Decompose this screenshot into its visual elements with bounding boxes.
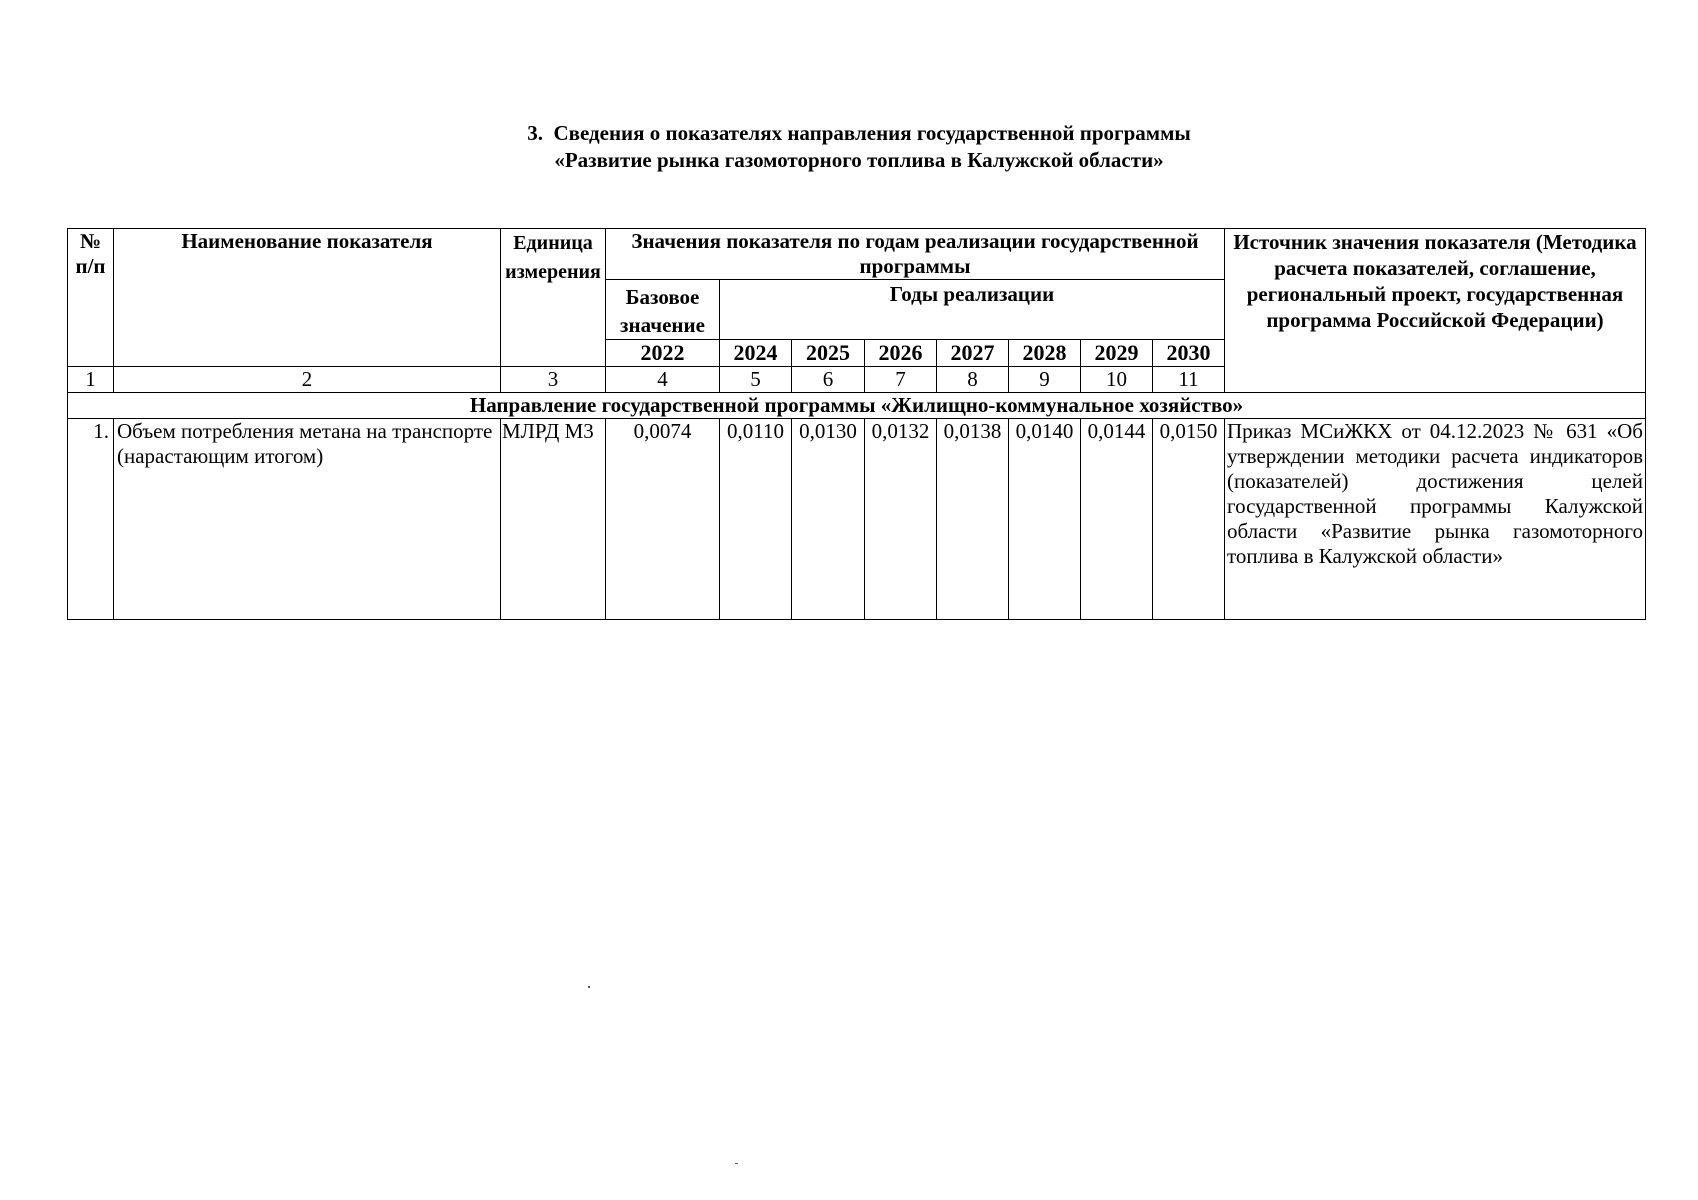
- header-year: 2026: [865, 340, 937, 367]
- title-line-1: Сведения о показателях направления государственной программы: [553, 121, 1191, 145]
- header-name: Наименование показателя: [114, 229, 501, 367]
- column-number: 8: [937, 367, 1009, 393]
- header-year: 2030: [1153, 340, 1225, 367]
- column-number: 4: [606, 367, 720, 393]
- header-base-year: 2022: [606, 340, 720, 367]
- header-source: Источник значения показателя (Методика расчета показателей, соглашение, региональный проект, государственная программа Российской Федерации): [1225, 229, 1646, 393]
- header-year: 2027: [937, 340, 1009, 367]
- column-number: 3: [501, 367, 606, 393]
- column-number: 1: [68, 367, 114, 393]
- header-year: 2025: [792, 340, 865, 367]
- row-number: 1.: [68, 419, 114, 620]
- column-number: 11: [1153, 367, 1225, 393]
- header-unit: Единица измерения: [501, 229, 606, 367]
- year-value: 0,0140: [1009, 419, 1081, 620]
- scan-speck: [735, 1163, 738, 1164]
- column-number: 7: [865, 367, 937, 393]
- table-row: [68, 419, 1646, 620]
- header-year: 2024: [720, 340, 792, 367]
- header-years-group: Годы реализации: [720, 280, 1225, 340]
- header-values-group: Значения показателя по годам реализации государственной программы: [606, 229, 1225, 280]
- section-row: [68, 393, 1646, 419]
- column-number: 5: [720, 367, 792, 393]
- header-row-1: [68, 229, 1646, 280]
- year-value: 0,0150: [1153, 419, 1225, 620]
- header-base: Базовое значение: [606, 280, 720, 340]
- column-number: 9: [1009, 367, 1081, 393]
- indicator-name: Объем потребления метана на транспорте (нарастающим итогом): [114, 419, 501, 620]
- year-value: 0,0130: [792, 419, 865, 620]
- title-number: 3.: [527, 121, 543, 145]
- section-title: Направление государственной программы «Жилищно-коммунальное хозяйство»: [68, 393, 1646, 419]
- column-number: 6: [792, 367, 865, 393]
- scan-speck: [588, 986, 590, 988]
- document-title: [0, 120, 1698, 174]
- indicator-source: Приказ МСиЖКХ от 04.12.2023 № 631 «Об утверждении методики расчета индикаторов (показателей) достижения целей государственной программы Калужской области «Развитие рынка газомоторного топлива в Калужской области»: [1225, 419, 1646, 620]
- year-value: 0,0132: [865, 419, 937, 620]
- base-value: 0,0074: [606, 419, 720, 620]
- year-value: 0,0138: [937, 419, 1009, 620]
- indicators-table: [67, 228, 1646, 620]
- header-no: № п/п: [68, 229, 114, 367]
- indicator-unit: МЛРД М3: [501, 419, 606, 620]
- header-year: 2028: [1009, 340, 1081, 367]
- title-line-2: «Развитие рынка газомоторного топлива в Калужской области»: [554, 148, 1164, 172]
- header-year: 2029: [1081, 340, 1153, 367]
- year-value: 0,0144: [1081, 419, 1153, 620]
- column-number: 10: [1081, 367, 1153, 393]
- year-value: 0,0110: [720, 419, 792, 620]
- column-number: 2: [114, 367, 501, 393]
